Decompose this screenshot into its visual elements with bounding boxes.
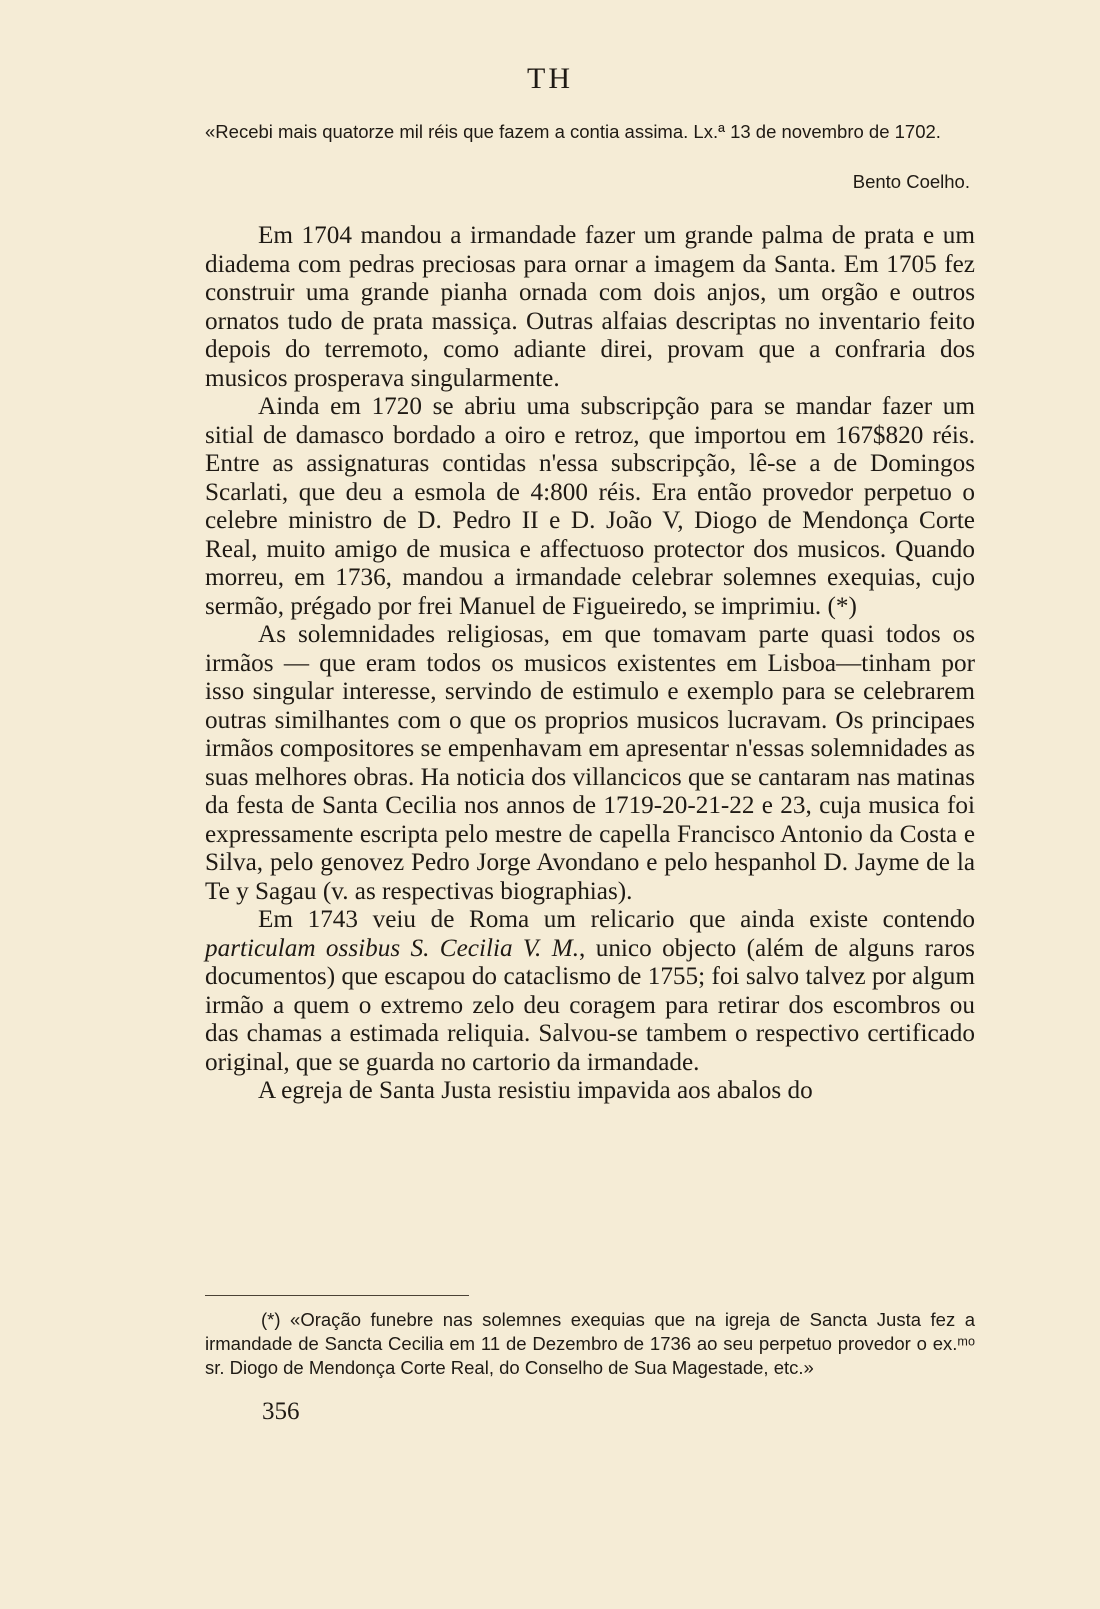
running-head: TH: [527, 62, 573, 95]
paragraph: [205, 393, 975, 621]
paragraph-text: Em 1704 mandou a irmandade fazer um grande palma de prata e um diadema com pedras preciosas para ornar a imagem da Santa. Em 1705 fez construir uma grande pianha ornada com dois anjos, um orgão e outros ornatos tudo de prata massiça. Outras alfaias descriptas no inventario feito depois do terremoto, como adiante direi, provam que a confraria dos musicos prosperava singularmente.: [205, 222, 975, 392]
receipt-signature: Bento Coelho.: [852, 171, 970, 192]
paragraph: [205, 222, 975, 393]
footnote: (*) «Oração funebre nas solemnes exequias que na igreja de Sancta Justa fez a irmandade de Sancta Cecilia em 11 de Dezembro de 1736 ao seu perpetuo provedor o ex.ᵐᵒ sr. Diogo de Mendonça Corte Real, do Conselho de Sua Magestade, etc.»: [205, 1309, 975, 1378]
paragraph-text: As solemnidades religiosas, em que tomavam parte quasi todos os irmãos — que eram todos os musicos existentes em Lisboa—tinham por isso singular interesse, servindo de estimulo e exemplo para se celebrarem outras similhantes com o que os proprios musicos lucravam. Os principaes irmãos compositores se empenhavam em apresentar n'essas solemnidades as suas melhores obras. Ha noticia dos villancicos que se cantaram nas matinas da festa de Santa Cecilia nos annos de 1719-20-21-22 e 23, cuja musica foi expressamente escripta pelo mestre de capella Francisco Antonio da Costa e Silva, pelo genovez Pedro Jorge Avondano e pelo hespanhol D. Jayme de la Te y Sagau (v. as respectivas biographias).: [205, 621, 975, 905]
paragraph: [205, 621, 975, 906]
footnote-divider: [205, 1295, 469, 1296]
paragraph-text: , unico objecto (além de alguns raros documentos) que escapou do cataclismo de 1755; foi salvo talvez por algum irmão a quem o extremo zelo deu coragem para retirar dos escombros ou das chamas a estimada reliquia. Salvou-se tambem o respectivo certificado original, que se guarda no cartorio da irmandade.: [205, 934, 975, 1076]
page-number: 356: [262, 1398, 300, 1425]
quoted-receipt: «Recebi mais quatorze mil réis que fazem a contia assima. Lx.ª 13 de novembro de 1702.: [205, 121, 941, 142]
paragraph: [205, 906, 975, 1077]
paragraph-text: A egreja de Santa Justa resistiu impavida aos abalos do: [258, 1077, 813, 1104]
main-text: [205, 222, 975, 1106]
latin-phrase: particulam ossibus S. Cecilia V. M.: [205, 934, 580, 962]
paragraph-text: Em 1743 veiu de Roma um relicario que ainda existe contendo: [258, 906, 975, 933]
paragraph-text: Ainda em 1720 se abriu uma subscripção para se mandar fazer um sitial de damasco bordado a oiro e retroz, que importou em 167$820 réis. Entre as assignaturas contidas n'essa subscripção, lê-se a de Domingos Scarlati, que deu a esmola de 4:800 réis. Era então provedor perpetuo o celebre ministro de D. Pedro II e D. João V, Diogo de Mendonça Corte Real, muito amigo de musica e affectuoso protector dos musicos. Quando morreu, em 1736, mandou a irmandade celebrar solemnes exequias, cujo sermão, prégado por frei Manuel de Figueiredo, se imprimiu. (*): [205, 393, 975, 620]
paragraph: [205, 1077, 975, 1106]
